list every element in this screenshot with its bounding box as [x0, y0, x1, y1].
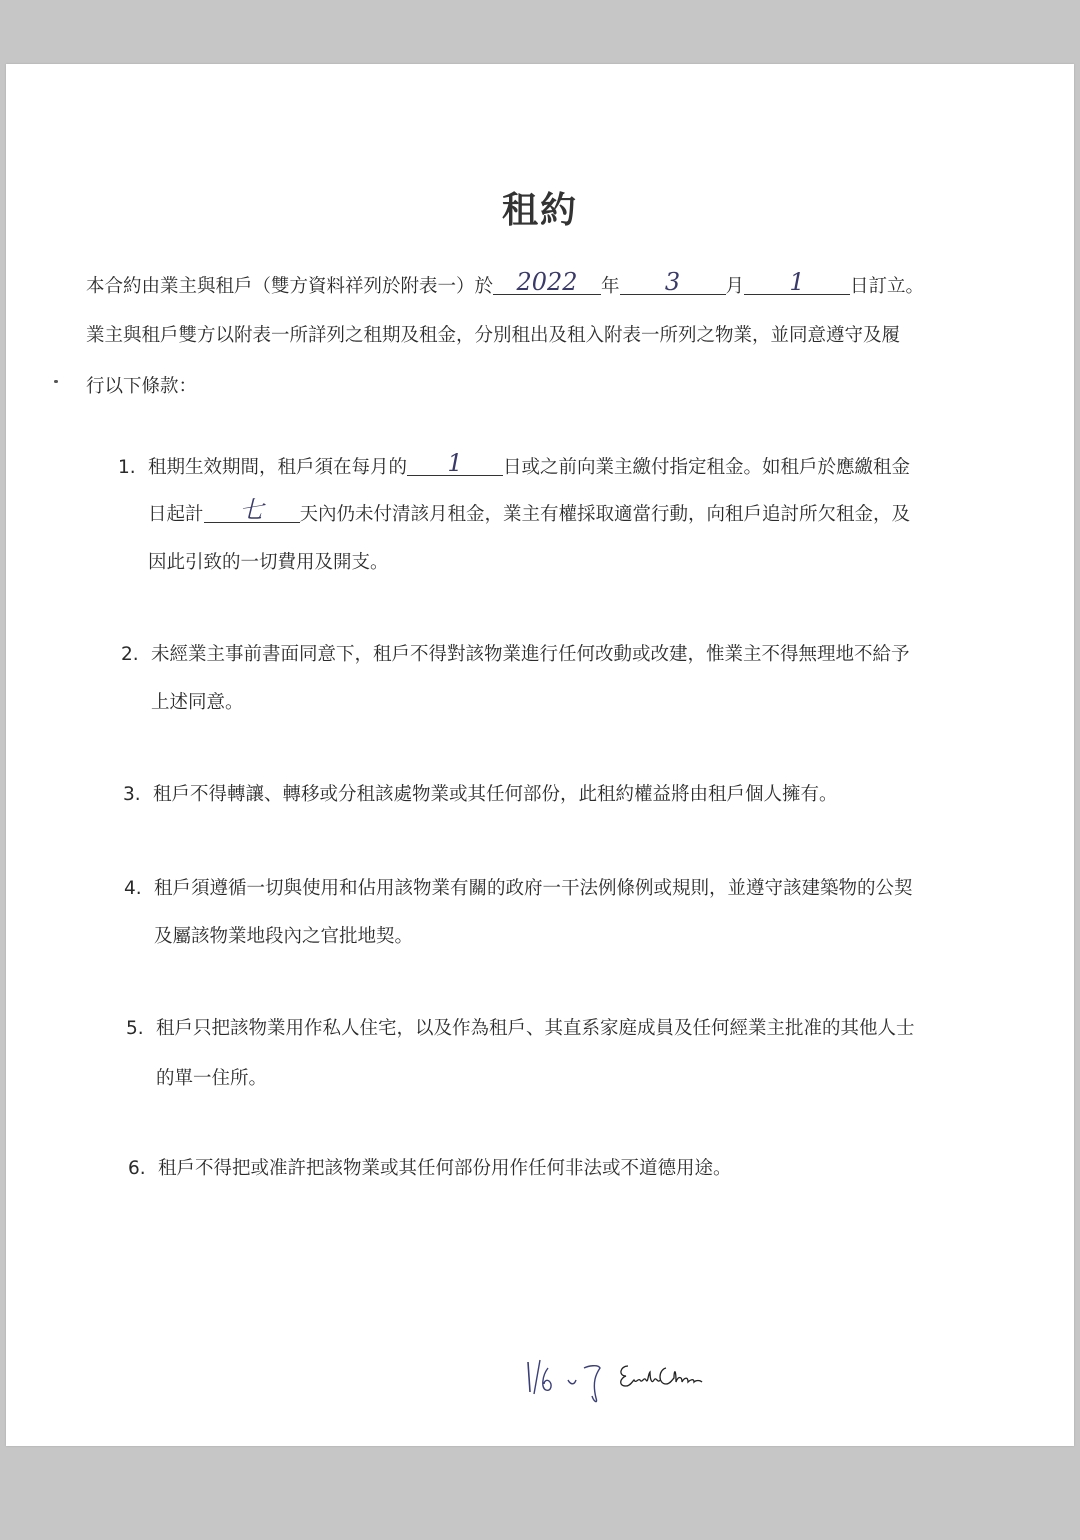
clause-number: 1.: [118, 457, 136, 478]
clause-1-line-3: 因此引致的一切費用及開支。: [148, 552, 389, 573]
grace-days-field: [204, 496, 300, 524]
clause-3-line-1: [123, 780, 838, 806]
scan-mark: [54, 380, 58, 383]
clause-2-line-2: 上述同意。: [151, 692, 244, 713]
clause-number: 5.: [126, 1018, 144, 1039]
due-day-field: [407, 449, 503, 477]
document-title: 租約: [501, 190, 578, 231]
clause-number: 6.: [128, 1158, 146, 1179]
clause-3-text: 租戶不得轉讓、轉移或分租該處物業或其任何部份，此租約權益將由租戶個人擁有。: [153, 784, 838, 805]
day-handwritten: 1: [789, 268, 805, 296]
clause-number: 4.: [124, 878, 142, 899]
month-handwritten: 3: [664, 268, 681, 296]
month-field: [620, 268, 726, 296]
intro-line-2: 業主與租戶雙方以附表一所詳列之租期及租金，分別租出及租入附表一所列之物業，並同意遵守及履: [86, 325, 901, 346]
clause-1-text: 租期生效期間，租戶須在每月的: [148, 457, 408, 478]
signature-area: [516, 1354, 716, 1414]
clause-5-line-2: 的單一住所。: [156, 1068, 268, 1089]
clause-4-text: 租戶須遵循一切與使用和佔用該物業有關的政府一干法例條例或規則，並遵守該建築物的公契: [154, 878, 913, 899]
clause-1-line-1: [118, 449, 911, 479]
clause-6-line-1: [128, 1154, 732, 1180]
intro-line-1: [86, 268, 925, 298]
due-day-handwritten: 1: [447, 449, 463, 477]
intro-line-3: 行以下條款：: [86, 376, 198, 397]
clause-1-text-2: 日起計: [148, 504, 204, 525]
year-label: 年: [601, 276, 620, 297]
clause-5-line-1: [126, 1014, 915, 1040]
clause-1-text-2-cont: 天內仍未付清該月租金，業主有權採取適當行動，向租戶追討所欠租金，及: [299, 504, 911, 525]
month-label: 月: [725, 276, 745, 297]
year-handwritten: 2022: [516, 268, 578, 296]
clause-2-text: 未經業主事前書面同意下，租戶不得對該物業進行任何改動或改建，惟業主不得無理地不給予: [151, 644, 910, 665]
clause-5-text: 租戶只把該物業用作私人住宅，以及作為租戶、其直系家庭成員及任何經業主批准的其他人士: [156, 1018, 915, 1039]
document-page: [6, 64, 1074, 1446]
grace-days-handwritten: 七: [239, 496, 264, 524]
clause-1-text-cont: 日或之前向業主繳付指定租金。如租戶於應繳租金: [503, 457, 911, 478]
clause-2-line-1: [121, 640, 910, 666]
clause-1-line-2: [148, 496, 911, 526]
day-label: 日訂立。: [850, 276, 925, 297]
handwritten-signature-image: [516, 1354, 716, 1414]
clause-4-line-2: 及屬該物業地段內之官批地契。: [154, 926, 414, 947]
clause-6-text: 租戶不得把或准許把該物業或其任何部份用作任何非法或不道德用途。: [158, 1158, 732, 1179]
clause-4-line-1: [124, 874, 913, 900]
day-field: [744, 268, 850, 296]
clause-number: 3.: [123, 784, 141, 805]
clause-number: 2.: [121, 644, 139, 665]
intro-prefix: 本合約由業主與租戶（雙方資料祥列於附表一）於: [86, 276, 494, 297]
year-field: [493, 268, 601, 296]
